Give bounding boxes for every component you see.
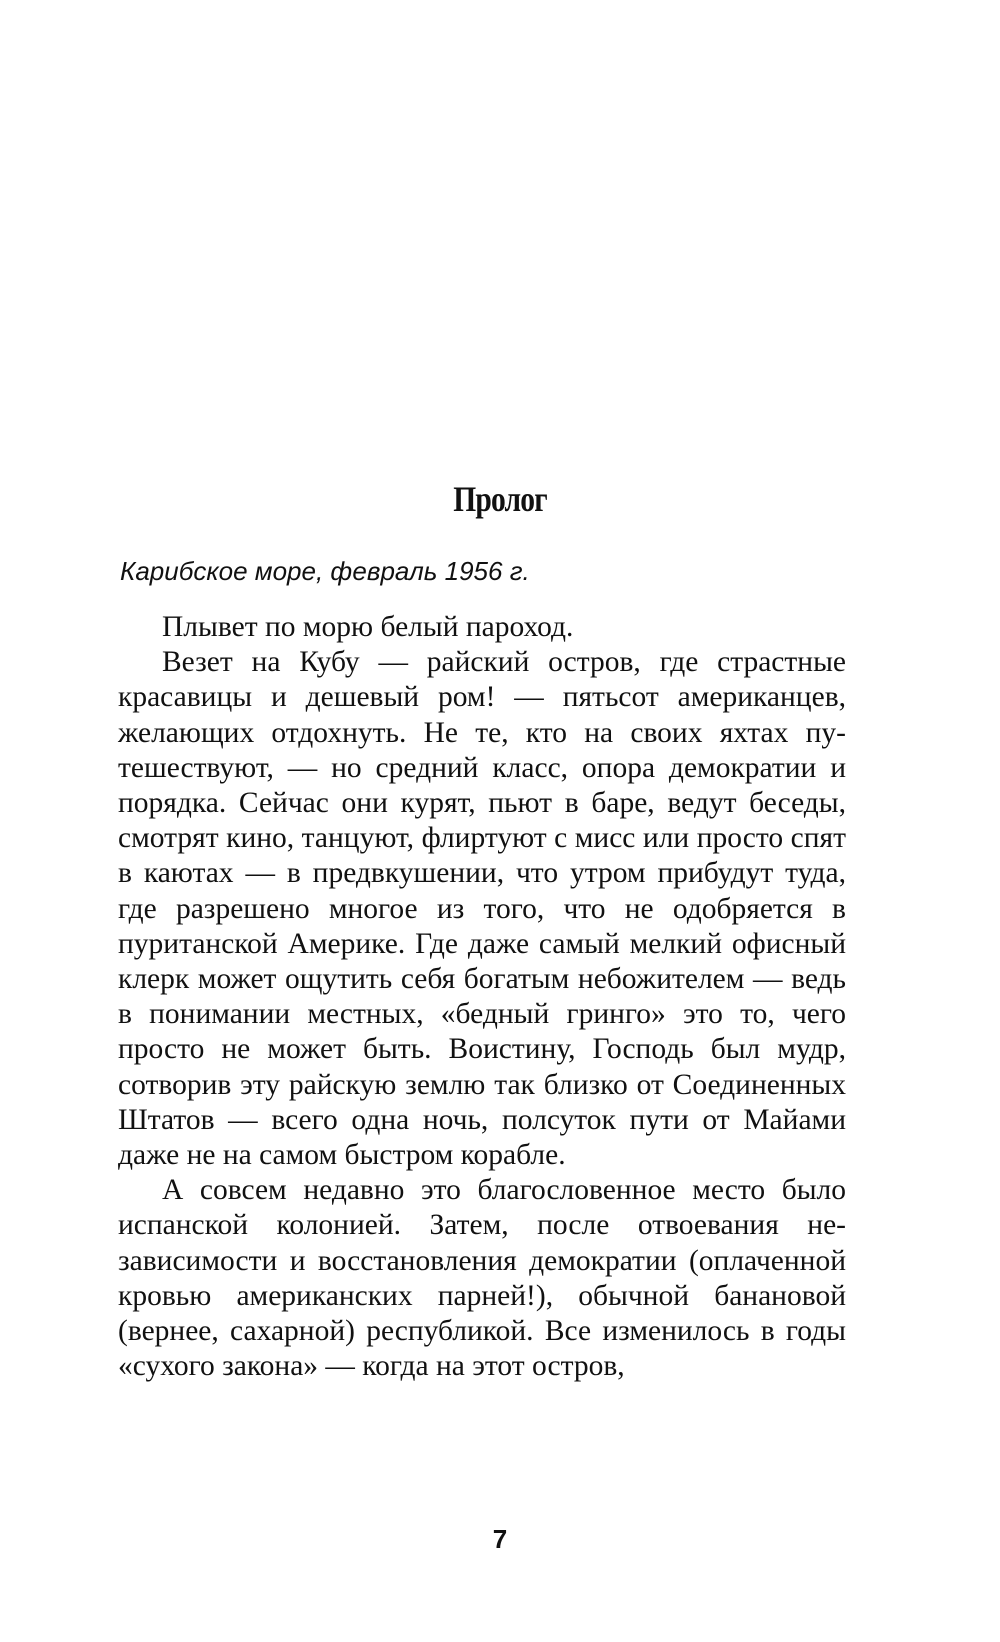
paragraph: Плывет по морю белый пароход.	[162, 611, 574, 643]
chapter-subtitle: Карибское море, февраль 1956 г.	[120, 556, 530, 586]
page-number: 7	[492, 1524, 508, 1554]
paragraph: А совсем недавно это благословенное место было испанской колонией. Затем, после отвоевания независимости и восстановления демократии (оплаченной кровью американских парней!), обычной банановой (вернее, сахарной) республикой. Все изменилось в годы «сухого закона» — когда на этот остров,	[118, 1174, 846, 1383]
paragraph: Везет на Кубу — райский остров, где страстные красавицы и дешевый ром! — пятьсот американцев, желающих отдохнуть. Не те, кто на своих яхтах путешествуют, — но средний класс, опора демократии и порядка. Сейчас они курят, пьют в баре, ведут беседы, смотрят кино, танцуют, флиртуют с мисс или просто спят в каютах — в предвкушении, что утром прибудут туда, где разрешено многое из того, что не одобряется в пуританской Америке. Где даже самый мелкий офисный клерк может ощутить себя богатым небожителем — ведь в понимании местных, «бедный гринго» это то, чего просто не может быть. Воистину, Господь был мудр, сотворив эту райскую землю так близко от Соединенных Штатов — всего одна ночь, полсуток пути от Майами даже не на самом быстром корабле.	[118, 646, 846, 1172]
body-text	[118, 610, 846, 1384]
chapter-title: Пролог	[453, 479, 547, 519]
